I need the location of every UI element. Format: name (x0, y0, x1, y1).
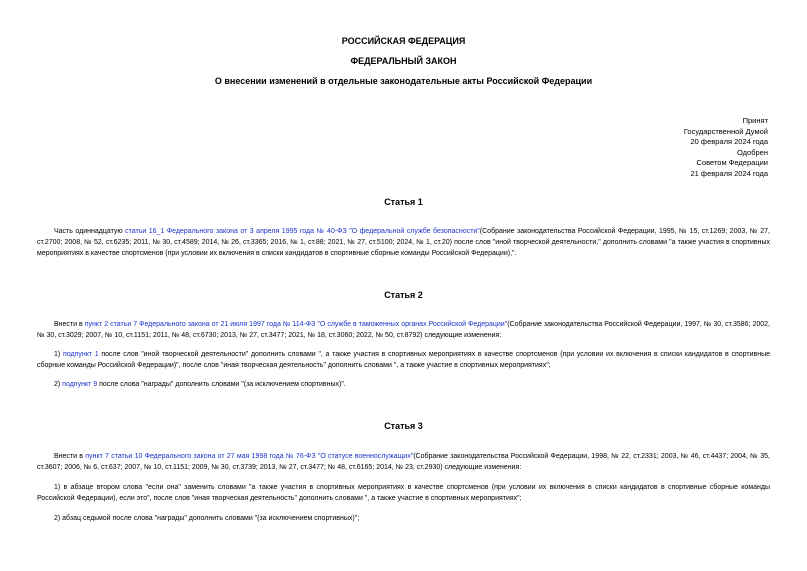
paragraph-text: после слов "иной творческой деятельности" дополнить словами ", а также участия в спортивных мероприятиях в качестве спортсменов (при условии их включения в списки кандидатов в спортивные сборные команды Российской Федерации)", после слов "иная творческая деятельность" дополнить словами ", а также участие в спортивных мероприятиях"; (37, 351, 771, 369)
article-3-item-1: 1) в абзаце втором слова "если она" заменить словами "а также участия в спортивных мероприятиях в качестве спортсменов (при условии их включения в списки кандидатов в спортивные сборные команды Российской Федерации), если это", после слов "иная творческая деятельность" дополнить словами ", а также участие в спортивных мероприятиях"; (37, 484, 770, 502)
article-3-paragraph-intro (37, 451, 770, 473)
paragraph-text: Внести в (54, 321, 85, 328)
paragraph-text: 2) (54, 381, 63, 388)
article-3-heading: Статья 3 (384, 421, 423, 431)
paragraph-text: после слова "награды" дополнить словами "(за исключением спортивных)". (97, 381, 346, 388)
article-2-paragraph-intro (37, 319, 770, 341)
paragraph-text: (Собрание законодательства Российской Федерации, 1997, № 30, ст.3586; 2002, № 30, ст.3029; 2007, № 10, ст.1151; 2011, № 48, ст.6730; 2013, № 27, ст.3477; 2021, № 18, ст.3060; 2022, № 50, ст.8792) следующие изменения: (37, 321, 770, 339)
paragraph-text: (Собрание законодательства Российской Федерации, 1998, № 22, ст.2331; 2003, № 46, ст.4437; 2004, № 35, ст.3607; 2006, № 6, ст.637; 2007, № 10, ст.1151; 2009, № 30, ст.3739; 2013, № 27, ст.3477; № 48, ст.6165; 2014, № 23, ст.2930) следующие изменения: (37, 453, 770, 471)
article-1-paragraph (37, 226, 770, 259)
adoption-line: Одобрен (737, 147, 768, 157)
law-type-heading: ФЕДЕРАЛЬНЫЙ ЗАКОН (350, 56, 457, 66)
article-3-item-2: 2) абзац седьмой после слова "награды" дополнить словами "(за исключением спортивных)"; (54, 515, 360, 522)
subclause-link[interactable]: подпункт 9 (62, 381, 98, 388)
article-2-item-2 (37, 379, 770, 390)
adoption-block (684, 116, 768, 179)
law-reference-link[interactable]: пункт 2 статьи 7 Федерального закона от 21 июля 1997 года № 114-ФЗ "О службе в таможенных органах Российской Федерации" (84, 321, 508, 328)
law-title: О внесении изменений в отдельные законодательные акты Российской Федерации (214, 76, 593, 86)
paragraph-text: (Собрание законодательства Российской Федерации, 1995, № 15, ст.1269; 2003, № 27, ст.2700; 2008, № 52, ст.6235; 2011, № 30, ст.4589; 2014, № 26, ст.3365; 2016, № 1, ст.88; 2021, № 27, ст.5100; 2024, № 1, ст.20) после слов "иной творческой деятельности," дополнить словами "а также участия в спортивных мероприятиях в качестве спортсменов (при условии их включения в списки кандидатов в спортивные сборные команды Российской Федерации),". (37, 228, 770, 257)
article-2-heading: Статья 2 (384, 290, 423, 300)
paragraph-text: Часть одиннадцатую (54, 228, 126, 235)
adoption-line: Советом Федерации (696, 158, 768, 167)
country-heading: РОССИЙСКАЯ ФЕДЕРАЦИЯ (341, 36, 466, 46)
law-reference-link[interactable]: пункт 7 статьи 10 Федерального закона от 27 мая 1998 года № 76-ФЗ "О статусе военнослужащих" (85, 453, 414, 460)
paragraph-text: 1) (54, 351, 63, 358)
adoption-line: Государственной Думой (683, 126, 768, 136)
subclause-link[interactable]: подпункт 1 (62, 351, 99, 358)
adoption-line: Принят (742, 116, 768, 125)
article-1-heading: Статья 1 (384, 197, 423, 207)
adoption-date-federation-council: 21 февраля 2024 года (690, 168, 768, 178)
article-2-item-1 (37, 349, 770, 371)
adoption-date-duma: 20 февраля 2024 года (690, 137, 768, 146)
law-reference-link[interactable]: статьи 16_1 Федерального закона от 3 апреля 1995 года № 40-ФЗ "О федеральной службе безопасности" (125, 228, 480, 235)
paragraph-text: Внести в (54, 453, 86, 460)
